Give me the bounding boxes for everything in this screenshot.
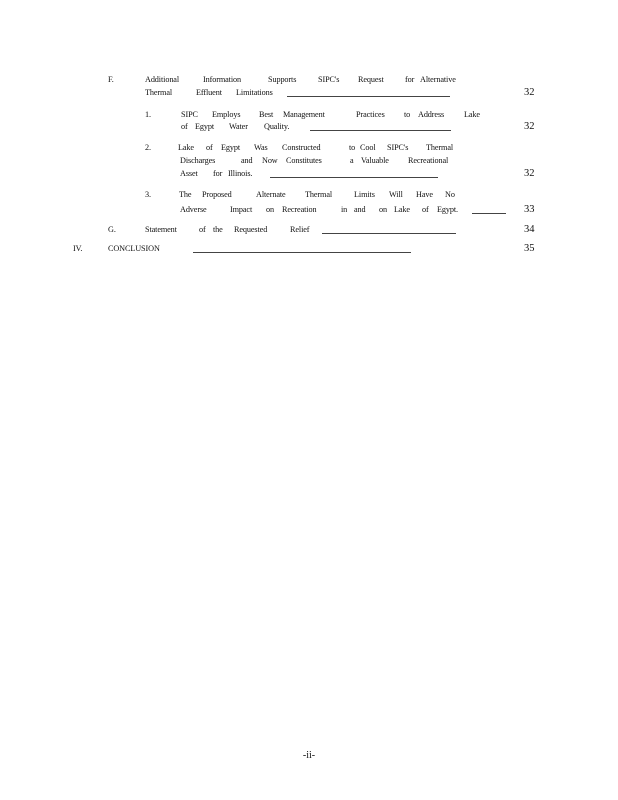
- entry-iv-title: CONCLUSION: [108, 244, 160, 253]
- word: Additional: [145, 75, 180, 84]
- word: Have: [416, 190, 433, 199]
- word: Valuable: [361, 156, 389, 165]
- word: Recreational: [408, 156, 449, 165]
- word: of: [199, 225, 206, 234]
- word: Employs: [212, 110, 241, 119]
- entry-g-page: 34: [524, 224, 535, 235]
- word: of: [181, 122, 188, 131]
- word: Address: [418, 110, 445, 119]
- entry-iv-page: 35: [524, 243, 535, 254]
- word: Best: [259, 110, 274, 119]
- entry-g-label: G.: [108, 225, 116, 234]
- entry-f-page: 32: [524, 87, 535, 98]
- word: Constructed: [282, 143, 321, 152]
- word: Thermal: [305, 190, 333, 199]
- word: Request: [358, 75, 384, 84]
- dot-leader: [310, 130, 451, 131]
- word: Information: [203, 75, 242, 84]
- word: Alternative: [420, 75, 456, 84]
- word: Management: [283, 110, 325, 119]
- word: to: [349, 143, 356, 152]
- word: and: [354, 205, 366, 214]
- word: Thermal: [145, 88, 173, 97]
- word: for: [213, 169, 223, 178]
- word: and: [241, 156, 253, 165]
- word: SIPC's: [387, 143, 409, 152]
- word: of: [206, 143, 213, 152]
- entry-f1-label: 1.: [145, 110, 151, 119]
- word: Now: [262, 156, 278, 165]
- dot-leader: [270, 177, 438, 178]
- word: Limits: [354, 190, 375, 199]
- word: Thermal: [426, 143, 454, 152]
- word: on: [379, 205, 387, 214]
- word: Proposed: [202, 190, 232, 199]
- word: Limitations: [236, 88, 273, 97]
- word: Statement: [145, 225, 177, 234]
- word: a: [350, 156, 354, 165]
- word: Asset: [180, 169, 198, 178]
- word: Practices: [356, 110, 385, 119]
- word: of: [422, 205, 429, 214]
- word: No: [445, 190, 455, 199]
- word: to: [404, 110, 411, 119]
- word: Was: [254, 143, 268, 152]
- entry-f2-page: 32: [524, 168, 535, 179]
- word: Cool: [360, 143, 376, 152]
- word: for: [405, 75, 415, 84]
- word: Impact: [230, 205, 253, 214]
- word: Lake: [178, 143, 194, 152]
- word: Egypt: [221, 143, 241, 152]
- word: Egypt: [195, 122, 215, 131]
- word: on: [266, 205, 274, 214]
- word: The: [179, 190, 192, 199]
- word: Adverse: [180, 205, 207, 214]
- word: Constitutes: [286, 156, 322, 165]
- dot-leader: [193, 252, 411, 253]
- word: Quality.: [264, 122, 290, 131]
- word: Will: [389, 190, 403, 199]
- word: Recreation: [282, 205, 317, 214]
- word: Requested: [234, 225, 268, 234]
- page-number: -ii-: [302, 750, 316, 761]
- word: Effluent: [196, 88, 222, 97]
- dot-leader: [287, 96, 450, 97]
- word: Lake: [464, 110, 480, 119]
- entry-f3-label: 3.: [145, 190, 151, 199]
- word: SIPC's: [318, 75, 340, 84]
- dot-leader: [472, 213, 506, 214]
- entry-f3-page: 33: [524, 204, 535, 215]
- word: the: [213, 225, 223, 234]
- word: Egypt.: [437, 205, 459, 214]
- word: Alternate: [256, 190, 286, 199]
- word: Discharges: [180, 156, 216, 165]
- word: Lake: [394, 205, 410, 214]
- entry-iv-label: IV.: [73, 244, 83, 253]
- entry-f2-label: 2.: [145, 143, 151, 152]
- word: Water: [229, 122, 248, 131]
- entry-f-label: F.: [108, 75, 114, 84]
- word: Relief: [290, 225, 310, 234]
- dot-leader: [322, 233, 456, 234]
- entry-f1-page: 32: [524, 121, 535, 132]
- word: in: [341, 205, 348, 214]
- word: Illinois.: [228, 169, 253, 178]
- word: SIPC: [181, 110, 198, 119]
- word: Supports: [268, 75, 297, 84]
